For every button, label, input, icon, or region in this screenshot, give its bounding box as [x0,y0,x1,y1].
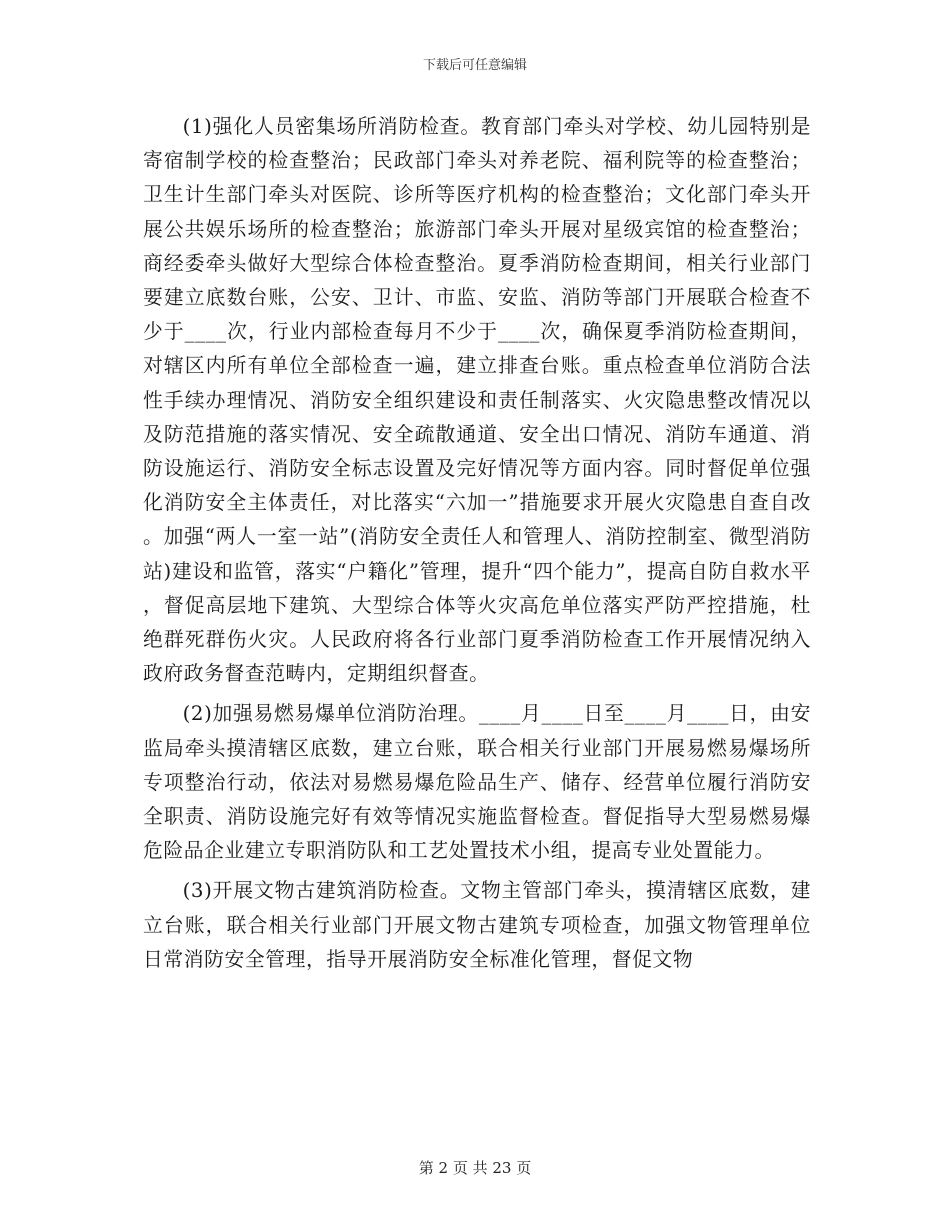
page-header: 下载后可任意编辑 [422,58,527,73]
paragraph-3: (3)开展文物古建筑消防检查。文物主管部门牵头，摸清辖区底数，建立台账，联合相关行业部门开展文物古建筑专项检查，加强文物管理单位日常消防安全管理，指导开展消防安全标准化管理，督促文物 [143,879,811,971]
document-body [143,110,811,977]
page-number-footer: 第 2 页 共 23 页 [418,1159,532,1177]
paragraph-1: (1)强化人员密集场所消防检查。教育部门牵头对学校、幼儿园特别是寄宿制学校的检查整治；民政部门牵头对养老院、福利院等的检查整治；卫生计生部门牵头对医院、诊所等医疗机构的检查整治；文化部门牵头开展公共娱乐场所的检查整治；旅游部门牵头开展对星级宾馆的检查整治；商经委牵头做好大型综合体检查整治。夏季消防检查期间，相关行业部门要建立底数台账，公安、卫计、市监、安监、消防等部门开展联合检查不少于____次，行业内部检查每月不少于____次，确保夏季消防检查期间，对辖区内所有单位全部检查一遍，建立排查台账。重点检查单位消防合法性手续办理情况、消防安全组织建设和责任制落实、火灾隐患整改情况以及防范措施的落实情况、安全疏散通道、安全出口情况、消防车通道、消防设施运行、消防安全标志设置及完好情况等方面内容。同时督促单位强化消防安全主体责任，对比落实“六加一”措施要求开展火灾隐患自查自改。加强“两人一室一站”(消防安全责任人和管理人、消防控制室、微型消防站)建设和监管，落实“户籍化”管理，提升“四个能力”，提高自防自救水平，督促高层地下建筑、大型综合体等火灾高危单位落实严防严控措施，杜绝群死群伤火灾。人民政府将各行业部门夏季消防检查工作开展情况纳入政府政务督查范畴内，定期组织督查。 [143,115,811,686]
paragraph-2: (2)加强易燃易爆单位消防治理。____月____日至____月____日，由安监局牵头摸清辖区底数，建立台账，联合相关行业部门开展易燃易爆场所专项整治行动，依法对易燃易爆危险品生产、储存、经营单位履行消防安全职责、消防设施完好有效等情况实施监督检查。督促指导大型易燃易爆危险品企业建立专职消防队和工艺处置技术小组，提高专业处置能力。 [143,702,811,863]
